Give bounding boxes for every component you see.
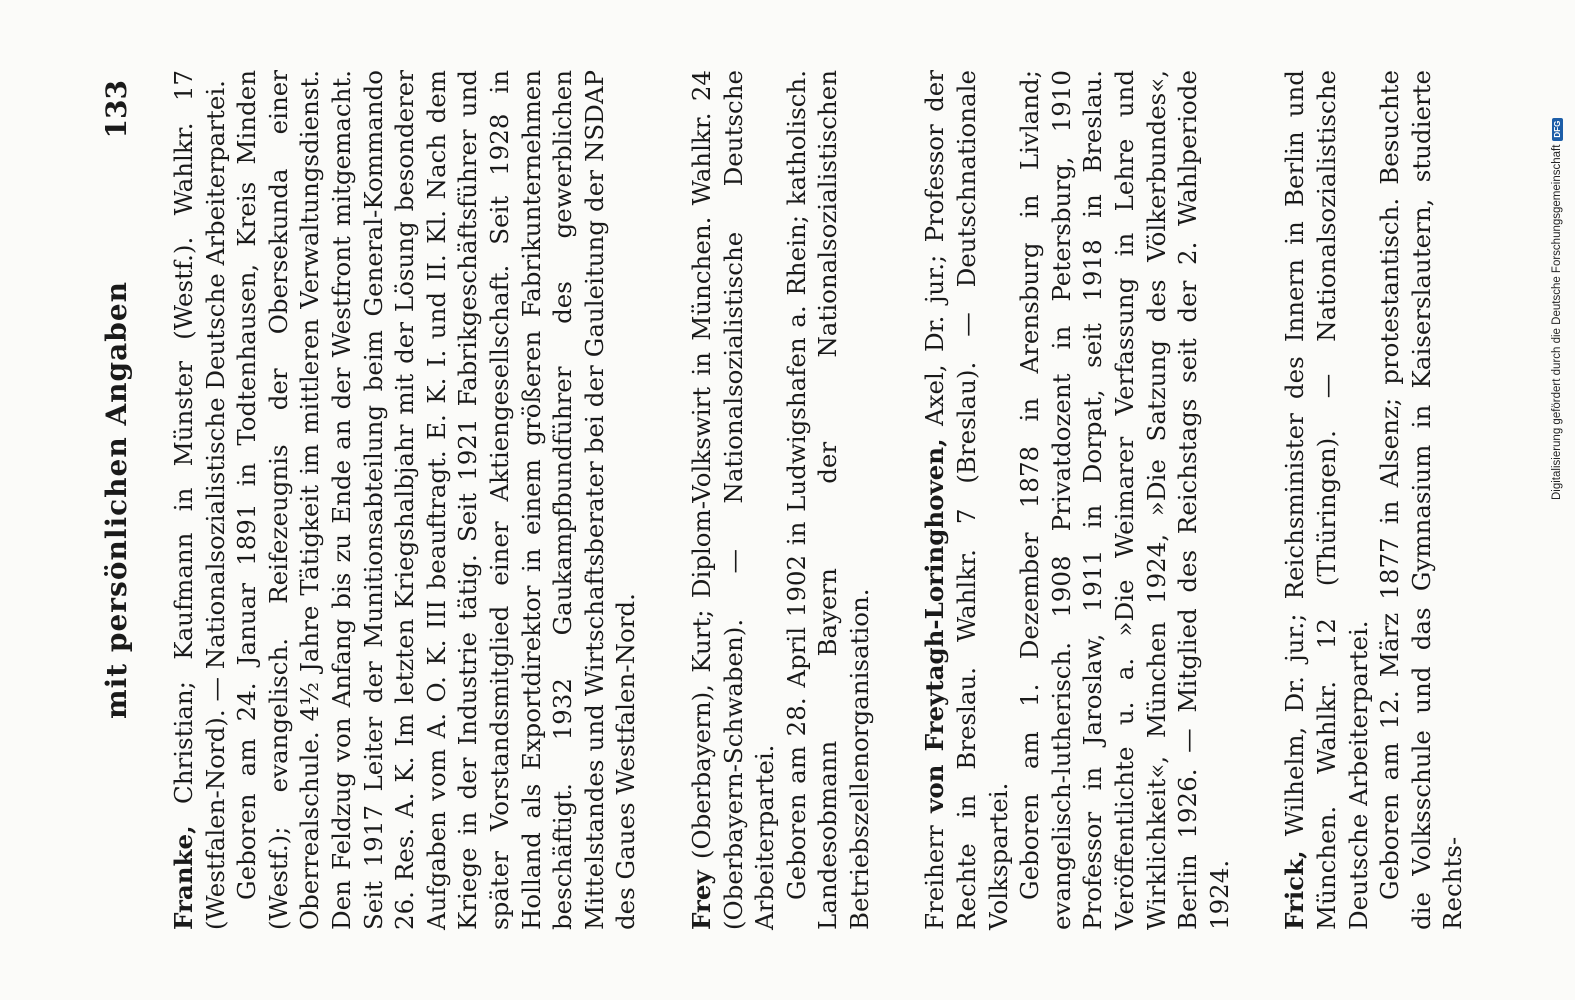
entry-frick (1279, 70, 1469, 930)
digitization-note (1545, 10, 1571, 500)
entry-summary: Axel, Dr. jur.; Professor der Rechte in Breslau. Wahlkr. 7 (Breslau). — Deutschnationale Volkspartei. (920, 70, 1013, 930)
dfg-logo: DFG (1552, 118, 1563, 141)
entry-biography: Geboren am 1. Dezember 1878 in Arensburg in Livland; evangelisch-lutherisch. 1908 Privatdozent in Petersburg, 1910 Professor in Jaroslaw, 1911 in Dorpat, seit 1918 in Breslau. Veröffentlichte u. a. »Die Weimarer Verfassung in Lehre und Wirklichkeit«, München 1924, »Die Satzung des Völkerbundes«, Berlin 1926. — Mitglied des Reichstags seit der 2. Wahlperiode 1924. (1015, 70, 1234, 930)
entry-name: Franke, (169, 825, 198, 930)
running-title: mit persönlichen Angaben (100, 280, 133, 720)
entry-freytagh-loringhoven (919, 70, 1235, 930)
entry-prefix: Freiherr (920, 812, 950, 930)
entry-biography: Geboren am 28. April 1902 in Ludwigshafen a. Rhein; katholisch. Landesobmann Bayern der Nationalsozialistischen Betriebszellenorganisation. (781, 70, 874, 930)
page-number: 133 (100, 80, 133, 139)
entry-franke (168, 70, 642, 930)
entry-summary: Christian; Kaufmann in Münster (Westf.). Wahlkr. 17 (Westfalen-Nord). — Nationalsozialistische Deutsche Arbeiterpartei. (169, 70, 230, 930)
entry-summary: Wilhelm, Dr. jur.; Reichsminister des Innern in Berlin und München. Wahlkr. 12 (Thüringen). — Nationalsozialistische Deutsche Arbeiterpartei. (1280, 70, 1373, 930)
digitization-note-text: Digitalisierung gefördert durch die Deutsche Forschungsgemeinschaft (1551, 144, 1563, 500)
entry-frey (686, 70, 876, 930)
entry-name: Frey (686, 870, 716, 930)
entry-biography: Geboren am 24. Januar 1891 in Todtenhausen, Kreis Minden (Westf.); evangelisch. Reifezeugnis der Obersekunda einer Oberrealschule. 4½ Jahre Tätigkeit im mittleren Verwaltungsdienst. Den Feldzug von Anfang bis zu Ende an der Westfront mitgemacht. Seit 1917 Leiter der Munitionsabteilung beim General-Kommando 26. Res. A. K. Im letzten Kriegshalbjahr mit der Lösung besonderer Aufgaben vom A. O. K. III beauftragt. E. K. I. und II. Kl. Nach dem Kriege in der Industrie tätig. Seit 1921 Fabrikgeschäftsführer und später Vorstandsmitglied einer Aktiengesellschaft. Seit 1928 in Holland als Exportdirektor in einem größeren Fabrikunternehmen beschäftigt. 1932 Gaukampfbundführer des gewerblichen Mittelstandes und Wirtschaftsberater bei der Gauleitung der NSDAP des Gaues Westfalen-Nord. (232, 70, 641, 930)
entry-name: von Freytagh-Loringhoven, (920, 438, 950, 813)
entry-summary: (Oberbayern), Kurt; Diplom-Volkswirt in München. Wahlkr. 24 (Oberbayern-Schwaben). — Nationalsozialistische Deutsche Arbeiterpartei. (686, 70, 780, 930)
entry-biography: Geboren am 12. März 1877 in Alsenz; protestantisch. Besuchte die Volksschule und das Gymnasium in Kaiserslautern, studierte Rechts- (1375, 70, 1468, 930)
running-head (100, 70, 140, 930)
rotated-page-content (100, 70, 1560, 930)
entry-name: Frick, (1280, 850, 1310, 930)
